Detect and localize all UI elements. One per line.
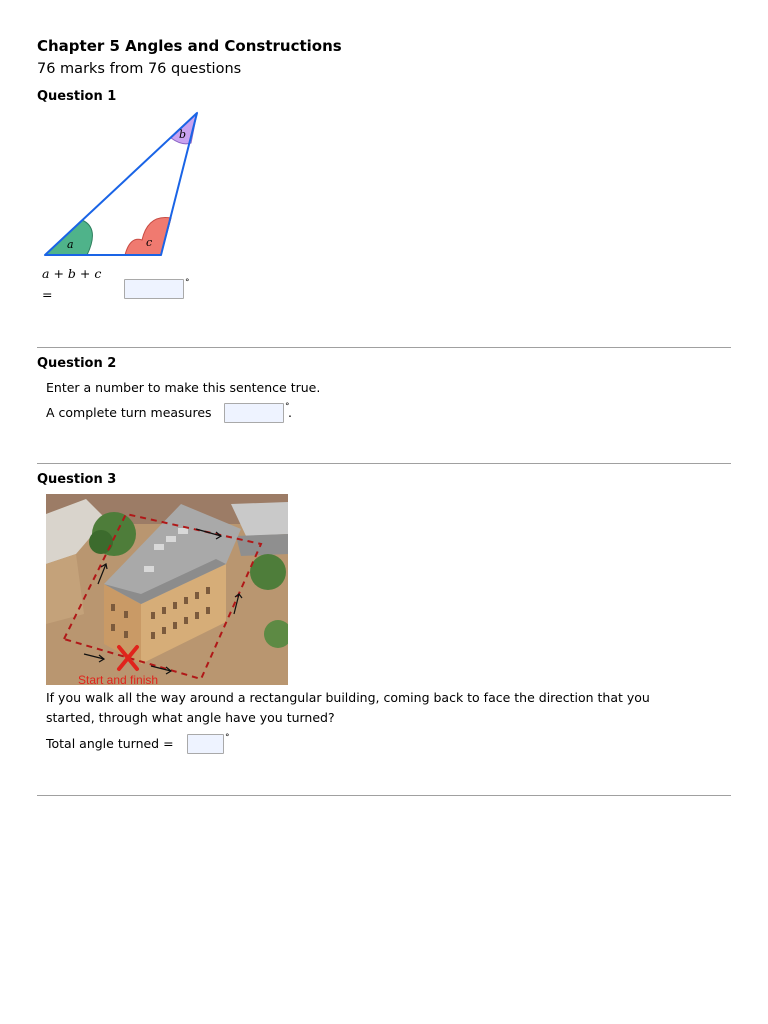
question-2-label: Question 2 — [37, 356, 117, 371]
question-3-answer-input[interactable] — [187, 734, 224, 754]
question-3-label: Question 3 — [37, 472, 117, 487]
question-2-degree-unit: ° — [285, 402, 290, 412]
divider — [37, 347, 731, 348]
building-photo — [46, 494, 288, 685]
question-2-answer-input[interactable] — [224, 403, 284, 423]
divider — [37, 463, 731, 464]
angle-c-label: c — [146, 236, 153, 249]
divider — [37, 795, 731, 796]
expr-c: c — [94, 266, 102, 281]
triangle-outline — [45, 113, 197, 255]
question-1-answer-input[interactable] — [124, 279, 184, 299]
question-1-degree-unit: ° — [185, 278, 190, 288]
angle-a-label: a — [67, 238, 74, 251]
question-3-degree-unit: ° — [225, 733, 230, 743]
building-aerial-illustration — [46, 494, 288, 685]
expr-equals: = — [42, 287, 53, 302]
expr-plus-1: + — [53, 266, 64, 281]
question-2-period: . — [288, 405, 292, 420]
expr-b: b — [67, 266, 76, 281]
question-2-sentence: A complete turn measures — [46, 405, 212, 420]
question-3-prompt-line-1: If you walk all the way around a rectangular building, coming back to face the direction that you — [46, 690, 650, 705]
angle-b-label: b — [179, 128, 187, 141]
triangle-diagram — [40, 108, 205, 260]
angle-sum-expression — [42, 266, 101, 282]
start-and-finish-caption: Start and finish — [78, 673, 159, 685]
question-1-label: Question 1 — [37, 89, 117, 104]
question-3-answer-label: Total angle turned = — [46, 736, 174, 751]
page-title: Chapter 5 Angles and Constructions — [37, 37, 342, 55]
expr-plus-2: + — [79, 266, 91, 281]
question-2-instruction: Enter a number to make this sentence true. — [46, 380, 321, 395]
expr-a: a — [42, 266, 50, 281]
question-3-prompt-line-2: started, through what angle have you turned? — [46, 710, 335, 725]
marks-summary: 76 marks from 76 questions — [37, 61, 242, 77]
